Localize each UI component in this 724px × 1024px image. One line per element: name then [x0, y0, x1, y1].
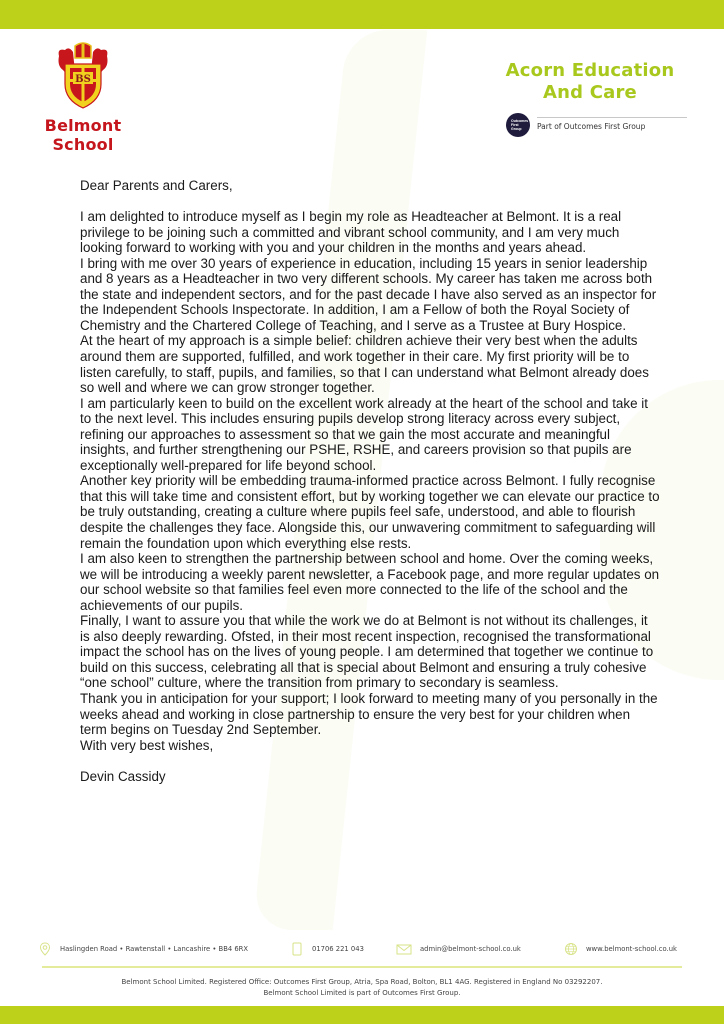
phone-icon [290, 942, 304, 956]
paragraph-partnership: I am also keen to strengthen the partnership between school and home. Over the coming weeks, we will be introducing a weekly parent newsletter, a Facebook page, and more regular updates on our school website so that families feel even more connected to the life of the school and the achievements of our pupils. [80, 551, 660, 613]
footer-divider [42, 966, 682, 968]
divider [537, 117, 687, 118]
envelope-icon [396, 942, 412, 956]
outcomes-first-group-logo-icon: Outcomes First Group [506, 113, 530, 137]
partner-tagline: Part of Outcomes First Group [537, 122, 646, 131]
globe-icon [564, 942, 578, 956]
signature: Devin Cassidy [80, 768, 166, 784]
legal-line-2: Belmont School Limited is part of Outcomes First Group. [263, 989, 461, 997]
location-pin-icon [38, 942, 52, 956]
bottom-accent-bar [0, 1006, 724, 1024]
paragraph-thanks: Thank you in anticipation for your support; I look forward to meeting many of you personally in the weeks ahead and working in close partnership to ensure the very best for your children when term begins on Tuesday 2nd September. [80, 691, 658, 738]
school-name-line1: Belmont [44, 116, 122, 135]
closing: With very best wishes, [80, 737, 214, 753]
paragraph-approach: At the heart of my approach is a simple belief: children achieve their very best when the adults around them are supported, fulfilled, and work together in their care. My first priority will be to listen carefully, to staff, pupils, and families, so that I can understand what Belmont already does so well and where we can grow stronger together. [80, 333, 649, 396]
school-name-line2: School [52, 135, 114, 154]
top-accent-bar [0, 0, 724, 29]
partner-logo [490, 60, 690, 104]
paragraph-trauma-informed: Another key priority will be embedding trauma-informed practice across Belmont. I fully recognise that this will take time and consistent effort, but by working together we can elevate our practice to be truly outstanding, creating a culture where pupils feel safe, understood, and able to flourish despite the challenges they face. Alongside this, our unwavering commitment to safeguarding will remain the foundation upon which everything else rests. [80, 473, 660, 551]
svg-text:BS: BS [75, 74, 91, 85]
paragraph-experience: I bring with me over 30 years of experience in education, including 15 years in senior leadership and 8 years as a Headteacher in two very different schools. My career has taken me across both the state and independent sectors, and for the past decade I have also served as an inspector for the Independent Schools Inspectorate. In addition, I am a Fellow of both the Royal Society of Chemistry and the Chartered College of Teaching, and I serve as a Trustee at Bury Hospice. [80, 255, 657, 333]
paragraph-priorities: I am particularly keen to build on the excellent work already at the heart of the school and take it to the next level. This includes ensuring pupils develop strong literacy across every subject, refining our approaches to assessment so that we gain the most accurate and meaningful insights, and further strengthening our PSHE, RSHE, and careers provision so that pupils are exceptionally well-prepared for life beyond school. [80, 395, 648, 473]
school-name [38, 116, 128, 154]
footer-email[interactable]: admin@belmont-school.co.uk [396, 942, 521, 956]
footer-legal [0, 977, 724, 999]
paragraph-finally: Finally, I want to assure you that while the work we do at Belmont is not without its challenges, it is also deeply rewarding. Ofsted, in their most recent inspection, recognised the transformational impact the school has on the lives of young people. I am determined that together we continue to build on this success, celebrating all that is special about Belmont and ensuring a truly cohesive “one school” culture, where the transition from primary to secondary is seamless. [80, 613, 654, 691]
footer-phone: 01706 221 043 [290, 942, 364, 956]
footer-contacts [38, 942, 688, 960]
outcomes-first-group-badge [506, 113, 686, 139]
salutation: Dear Parents and Carers, [80, 178, 233, 193]
footer-address: Haslingden Road • Rawtenstall • Lancashire • BB4 6RX [38, 942, 248, 956]
school-crest-icon [55, 42, 111, 110]
paragraph-intro: I am delighted to introduce myself as I begin my role as Headteacher at Belmont. It is a real privilege to be joining such a committed and vibrant school community, and I am very much looking forward to working with you and your children in the months and years ahead. [80, 209, 622, 256]
school-logo [38, 42, 128, 154]
partner-name-line1: Acorn Education [505, 60, 675, 81]
legal-line-1: Belmont School Limited. Registered Office: Outcomes First Group, Atria, Spa Road, Bolton, BL1 4AG. Registered in England No 03292207. [121, 978, 603, 986]
partner-name-line2: And Care [543, 82, 637, 103]
footer-website[interactable]: www.belmont-school.co.uk [564, 942, 677, 956]
letter-body [80, 178, 660, 784]
